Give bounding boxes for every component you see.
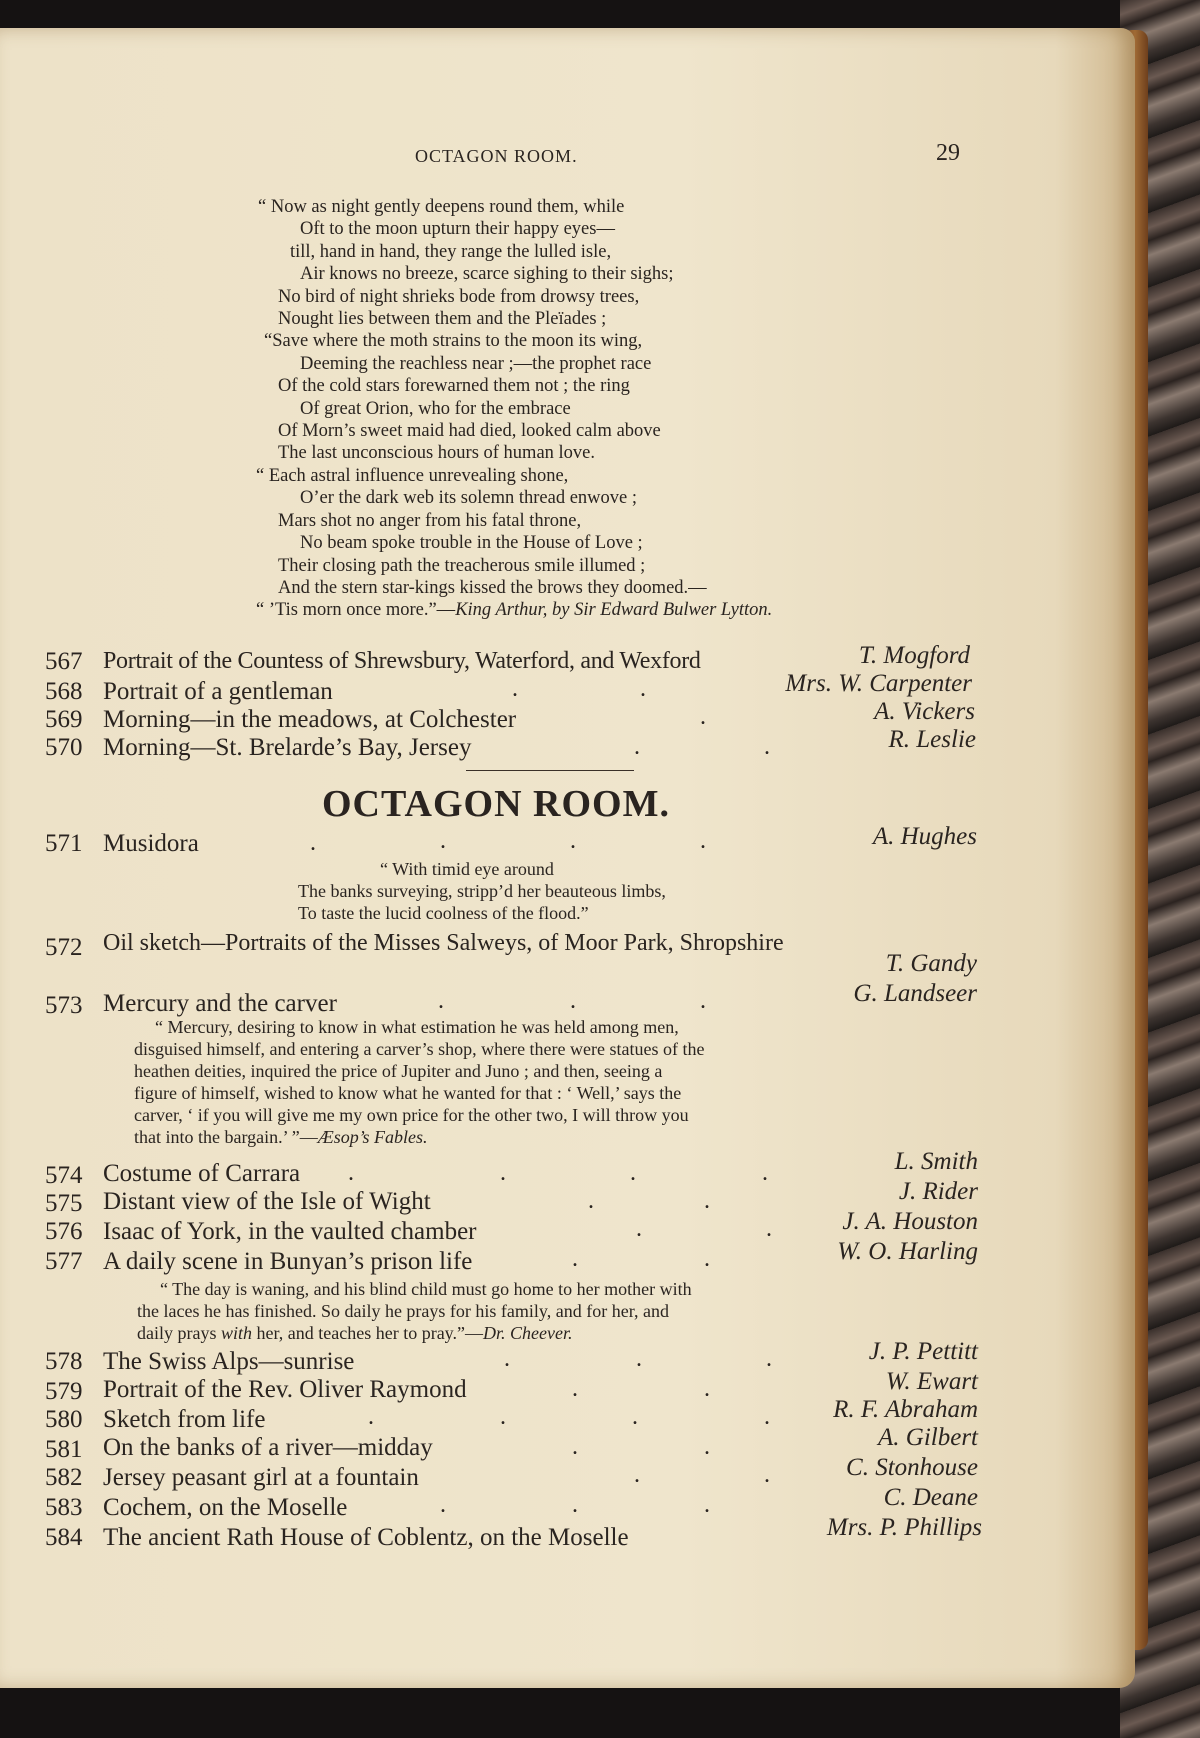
entry-title: Portrait of the Countess of Shrewsbury, Waterford, and Wexford [103,648,701,674]
leader-dot: . [762,1160,768,1186]
leader-dot: . [512,676,518,702]
entry-artist: R. Leslie [888,726,976,753]
leader-dot: . [764,1462,770,1488]
quote-citation: Dr. Cheever. [483,1323,573,1343]
entry-number: 580 [45,1406,83,1433]
quote-line: carver, ‘ if you will give me my own price for the other two, I will throw you [134,1105,689,1125]
entry-artist: A. Gilbert [878,1424,978,1451]
quote-block [0,858,666,924]
leader-dot: . [632,1404,638,1430]
leader-dot: . [438,988,444,1014]
poem-line: Of the cold stars forewarned them not ; the ring [278,376,630,397]
quote-line: “ Mercury, desiring to know in what estimation he was held among men, [155,1017,679,1037]
entry-artist: C. Deane [883,1484,978,1511]
poem-line: Mars shot no anger from his fatal throne, [278,510,582,531]
entry-artist: L. Smith [894,1148,978,1175]
leader-dot: . [504,1346,510,1372]
entry-artist: J. P. Pettitt [868,1338,978,1365]
leader-dot: . [572,1434,578,1460]
quote-line: figure of himself, wished to know what he wanted for that : ‘ Well,’ says the [134,1083,682,1103]
poem-line: Nought lies between them and the Pleïades ; [278,309,607,330]
leader-dot: . [766,1216,772,1242]
poem-line: “Save where the moth strains to the moon its wing, [264,331,643,352]
entry-number: 567 [45,648,83,675]
leader-dot: . [766,1346,772,1372]
page-number: 29 [936,140,960,166]
entry-title: Mercury and the carver [103,990,337,1017]
leader-dot: . [636,1346,642,1372]
quote-line: her, and teaches her to pray.”— [252,1323,484,1343]
entry-title: Costume of Carrara [103,1160,301,1187]
leader-dot: . [634,1462,640,1488]
entry-title: Cochem, on the Moselle [103,1494,348,1521]
poem-line: Air knows no breeze, scarce sighing to their sighs; [300,264,674,285]
leader-dot: . [764,734,770,760]
entry-artist: T. Gandy [885,950,977,977]
entry-number: 578 [45,1348,83,1375]
leader-dot: . [500,1160,506,1186]
entry-artist: J. Rider [898,1178,978,1205]
leader-dot: . [700,704,706,730]
leader-dot: . [704,1376,710,1402]
leader-dot: . [348,1160,354,1186]
leader-dot: . [640,676,646,702]
poem-citation: King Arthur, by Sir Edward Bulwer Lytton. [455,600,773,621]
leader-dot: . [704,1434,710,1460]
entry-number: 573 [45,992,83,1019]
quote-block [0,1278,692,1344]
leader-dot: . [588,1188,594,1214]
entry-title: A daily scene in Bunyan’s prison life [103,1248,473,1275]
entry-artist: A. Hughes [872,823,977,850]
entry-number: 568 [45,678,83,705]
poem-line: Oft to the moon upturn their happy eyes— [300,219,615,240]
leader-dot: . [572,1376,578,1402]
entry-number: 581 [45,1436,83,1463]
entry-artist: Mrs. P. Phillips [826,1514,982,1541]
poem-block [0,196,1000,622]
poem-line: The last unconscious hours of human love. [278,443,596,464]
quote-line: “ The day is waning, and his blind child must go home to her mother with [160,1279,692,1299]
poem-line: No beam spoke trouble in the House of Love ; [300,533,643,554]
poem-line: “ Now as night gently deepens round them, while [258,197,625,217]
quote-line: The banks surveying, stripp’d her beauteous limbs, [298,881,666,901]
section-rule [466,770,634,771]
quote-block [0,1016,704,1148]
running-title: OCTAGON ROOM. [415,146,578,166]
entry-number: 575 [45,1190,83,1217]
leader-dot: . [500,1404,506,1430]
entry-title: Jersey peasant girl at a fountain [103,1464,419,1491]
entry-title: Sketch from life [103,1406,266,1433]
entry-number: 572 [45,934,83,961]
entry-number: 577 [45,1248,83,1275]
quote-citation: Æsop’s Fables. [317,1127,428,1147]
entry-title: Distant view of the Isle of Wight [103,1188,431,1215]
entry-title: Isaac of York, in the vaulted chamber [103,1218,477,1245]
entry-artist: J. A. Houston [842,1208,978,1235]
entry-number: 584 [45,1524,83,1551]
poem-line: Of Morn’s sweet maid had died, looked calm above [278,421,661,442]
leader-dot: . [764,1404,770,1430]
entry-artist: W. Ewart [885,1368,978,1395]
leader-dot: . [572,1492,578,1518]
poem-line: O’er the dark web its solemn thread enwove ; [300,488,638,509]
quote-line: that into the bargain.’ ”— [134,1127,318,1147]
leader-dot: . [572,1246,578,1272]
entry-number: 579 [45,1378,83,1405]
entry-title: Musidora [103,830,199,857]
entry-artist: C. Stonhouse [846,1454,978,1481]
entry-number: 569 [45,706,83,733]
leader-dot: . [704,1188,710,1214]
entry-title: The Swiss Alps—sunrise [103,1348,355,1375]
entry-artist: T. Mogford [858,642,970,669]
quote-line: “ With timid eye around [380,859,554,879]
leader-dot: . [440,828,446,854]
leader-dot: . [704,1246,710,1272]
entry-artist: A. Vickers [874,698,975,725]
quote-line: heathen deities, inquired the price of Jupiter and Juno ; and then, seeing a [134,1061,663,1081]
poem-last-line: “ ’Tis morn once more.”— [256,600,456,621]
leader-dot: . [700,988,706,1014]
entry-title: Portrait of a gentleman [103,678,333,705]
poem-line: till, hand in hand, they range the lulled isle, [290,241,612,262]
entry-artist: R. F. Abraham [833,1396,978,1423]
leader-dot: . [310,830,316,856]
entry-title: Portrait of the Rev. Oliver Raymond [103,1376,467,1403]
leader-dot: . [636,1216,642,1242]
poem-line: Of great Orion, who for the embrace [300,398,571,419]
entry-number: 583 [45,1494,83,1521]
section-title: OCTAGON ROOM. [322,783,670,825]
entry-title: On the banks of a river—midday [103,1434,433,1461]
entry-title: The ancient Rath House of Coblentz, on the Moselle [103,1524,629,1551]
quote-emphasis: with [220,1323,252,1343]
leader-dot: . [634,734,640,760]
entry-number: 576 [45,1218,83,1245]
poem-line: No bird of night shrieks bode from drowsy trees, [278,286,640,307]
entry-number: 574 [45,1162,83,1189]
entry-artist: Mrs. W. Carpenter [785,670,972,697]
leader-dot: . [700,828,706,854]
poem-line: Their closing path the treacherous smile illumed ; [278,555,646,576]
quote-line: disguised himself, and entering a carver’s shop, where there were statues of the [134,1039,705,1059]
entry-number: 582 [45,1464,83,1491]
entry-title: Morning—in the meadows, at Colchester [103,706,517,733]
entry-artist: G. Landseer [853,980,977,1007]
quote-line: the laces he has finished. So daily he prays for his family, and for her, and [137,1301,669,1321]
entry-number: 570 [45,734,83,761]
quote-line: To taste the lucid coolness of the flood.” [298,903,589,923]
poem-line: And the stern star-kings kissed the brows they doomed.— [278,577,707,598]
leader-dot: . [704,1492,710,1518]
entry-artist: W. O. Harling [837,1238,978,1265]
poem-line: “ Each astral influence unrevealing shone, [256,465,569,486]
quote-line: daily prays [137,1323,221,1343]
entry-number: 571 [45,830,83,857]
entry-title: Oil sketch—Portraits of the Misses Salweys, of Moor Park, Shropshire [103,930,784,956]
leader-dot: . [368,1404,374,1430]
leader-dot: . [570,988,576,1014]
entry-title: Morning—St. Brelarde’s Bay, Jersey [103,734,472,761]
leader-dot: . [630,1160,636,1186]
leader-dot: . [570,828,576,854]
poem-line: Deeming the reachless near ;—the prophet race [300,353,652,374]
leader-dot: . [440,1492,446,1518]
